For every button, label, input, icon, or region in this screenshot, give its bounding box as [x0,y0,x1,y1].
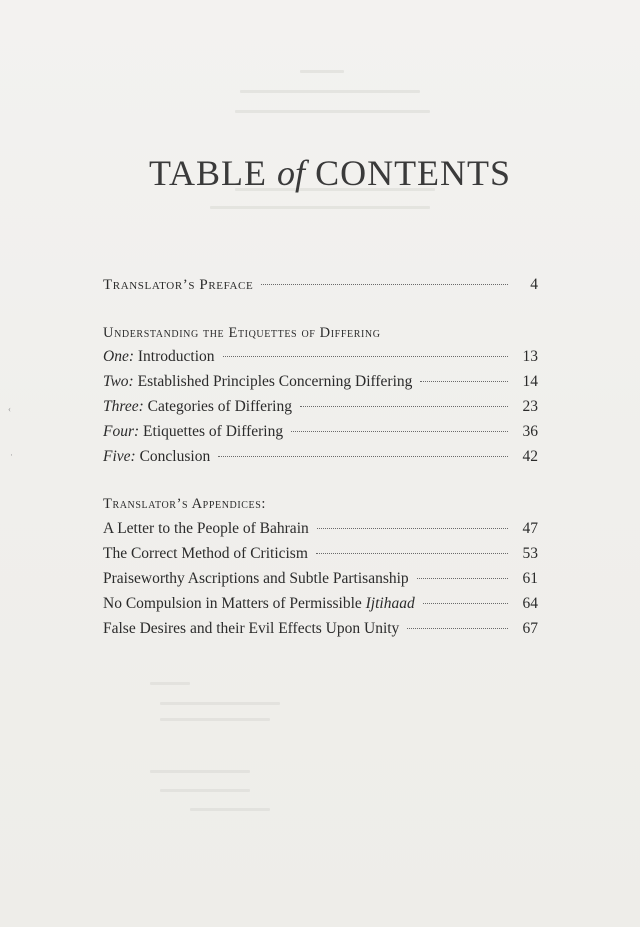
toc-entry-label: The Correct Method of Criticism [103,545,308,562]
chapter-number: Two: [103,373,134,390]
dot-leader [417,578,508,579]
toc-page-number: 42 [522,448,538,465]
bleed-through-mark [235,110,430,113]
bleed-through-mark [160,702,280,705]
toc-entry[interactable] [103,423,538,447]
margin-mark: ‹ [8,404,11,414]
toc-page-number: 13 [522,348,538,365]
margin-mark: · [10,450,13,460]
bleed-through-mark [150,682,190,685]
title-part-contents: CONTENTS [305,153,512,194]
page-title [0,152,640,194]
toc-entry[interactable] [103,595,538,619]
chapter-number: One: [103,348,134,365]
toc-page-number: 14 [522,373,538,390]
toc-entry-label [103,448,210,466]
toc-entry-label [103,423,283,441]
toc-page-number: 36 [522,423,538,440]
chapter-title: Established Principles Concerning Differing [133,373,413,390]
chapter-number: Four: [103,423,140,440]
section-heading: Understanding the Etiquettes of Differing [103,325,381,341]
toc-entry[interactable] [103,570,538,594]
toc-entry-label [103,398,292,416]
toc-page-number: 4 [530,276,538,293]
toc-entry[interactable] [103,348,538,372]
toc-entry-label [103,373,412,391]
toc-page-number: 53 [522,545,538,562]
toc-entry-label: A Letter to the People of Bahrain [103,520,309,537]
dot-leader [300,406,508,407]
toc-entry[interactable] [103,545,538,569]
toc-entry-label: False Desires and their Evil Effects Upon Unity [103,620,400,637]
appendix-title-italic: Ijtihaad [365,595,415,612]
title-part-table: TABLE [148,153,278,194]
dot-leader [261,284,508,285]
toc-entry[interactable] [103,620,538,644]
toc-page-number: 61 [522,570,538,587]
toc-entry-label [103,348,215,366]
bleed-through-mark [210,206,430,209]
toc-page-number: 47 [522,520,538,537]
dot-leader [316,553,508,554]
dot-leader [423,603,508,604]
dot-leader [420,381,508,382]
toc-entry[interactable] [103,520,538,544]
dot-leader [317,528,508,529]
toc-entry[interactable] [103,448,538,472]
appendix-title: No Compulsion in Matters of Permissible [103,595,366,612]
section-heading: Translator’s Appendices: [103,496,267,512]
toc-entry-label [103,595,415,613]
toc-entry[interactable] [103,373,538,397]
dot-leader [223,356,509,357]
bleed-through-mark [190,808,270,811]
chapter-title: Categories of Differing [143,398,292,415]
toc-entry-label: Praiseworthy Ascriptions and Subtle Partisanship [103,570,409,587]
chapter-number: Five: [103,448,136,465]
toc-entry[interactable] [103,398,538,422]
toc-entry-preface[interactable] [103,276,538,300]
bleed-through-mark [160,789,250,792]
toc-page-number: 23 [522,398,538,415]
chapter-title: Etiquettes of Differing [139,423,284,440]
dot-leader [218,456,508,457]
title-part-of: of [277,153,306,194]
bleed-through-mark [300,70,344,73]
chapter-title: Conclusion [135,448,211,465]
bleed-through-mark [150,770,250,773]
toc-page-number: 64 [522,595,538,612]
chapter-title: Introduction [134,348,215,365]
toc-page-number: 67 [522,620,538,637]
dot-leader [407,628,508,629]
bleed-through-mark [160,718,270,721]
bleed-through-mark [240,90,420,93]
chapter-number: Three: [103,398,144,415]
dot-leader [291,431,508,432]
toc-entry-label: Translator’s Preface [103,277,254,293]
